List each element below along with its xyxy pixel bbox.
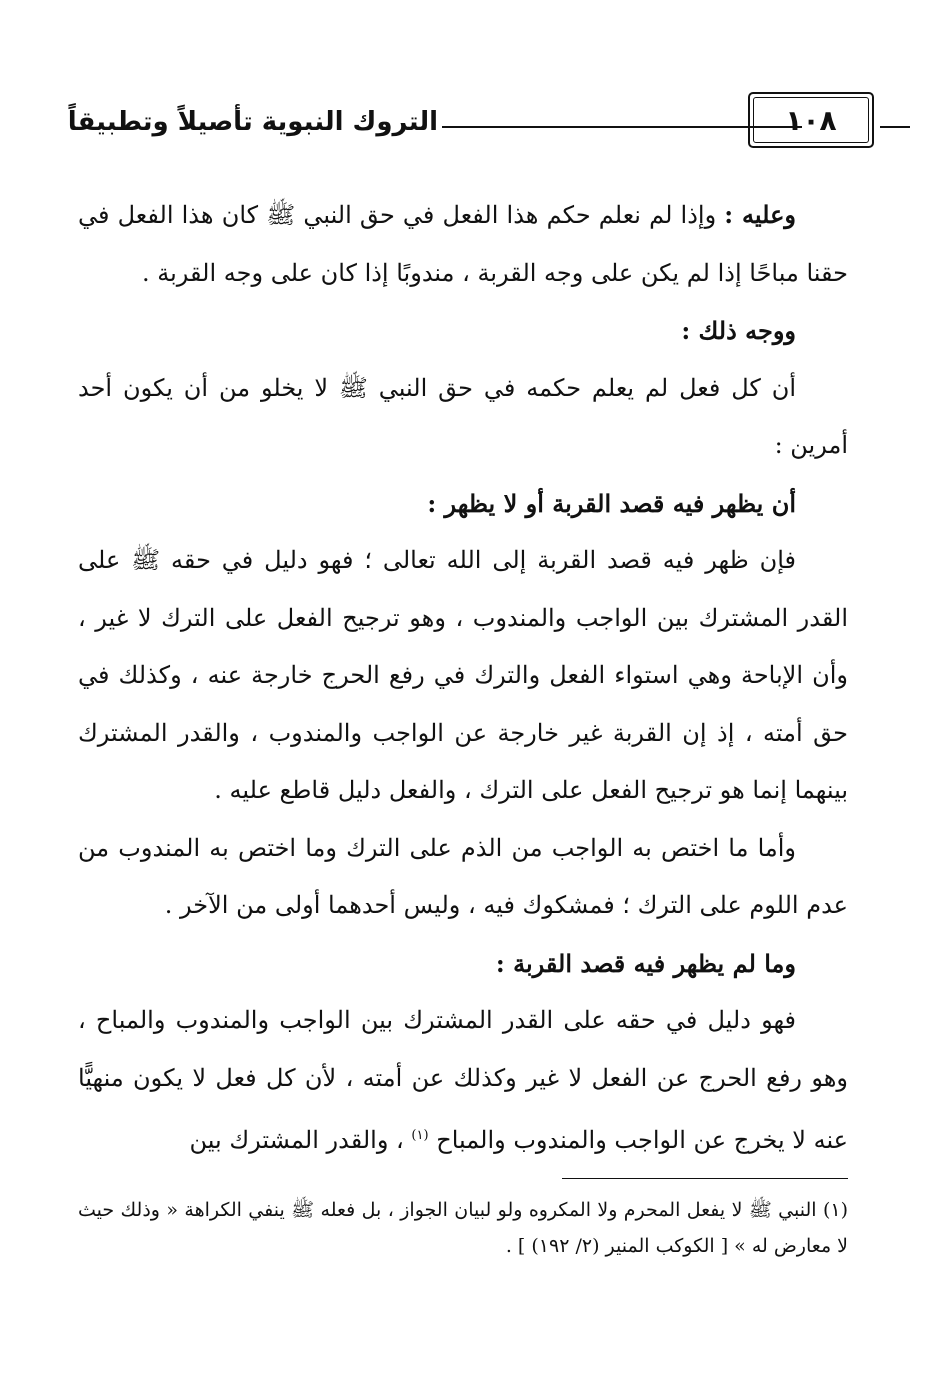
footnote-1: (١) النبي ﷺ لا يفعل المحرم ولا المكروه ولو لبيان الجواز ، بل فعله ﷺ ينفي الكراهة « وذلك حيث لا معارض له » [ الكوكب المنير (٢/ ١٩٢) ] . bbox=[78, 1199, 848, 1257]
footnote-separator bbox=[562, 1178, 848, 1179]
header-rule-right bbox=[880, 126, 910, 128]
subheading-reason: ووجه ذلك : bbox=[681, 316, 796, 345]
footnotes bbox=[78, 1192, 848, 1264]
paragraph-3: فإن ظهر فيه قصد القربة إلى الله تعالى ؛ فهو دليل في حقه ﷺ على القدر المشترك بين الواجب والمندوب ، وهو ترجيح الفعل على الترك لا غير ، وأن الإباحة وهي استواء الفعل والترك في رفع الحرج خارجة عنه ، وكذلك في حق أمته ، إذ إن القربة غير خارجة عن الواجب والمندوب ، والقدر المشترك بينهما إنما هو ترجيح الفعل على الترك ، والفعل دليل قاطع عليه . bbox=[78, 546, 849, 804]
paragraph-5-tail: ، والقدر المشترك بين bbox=[189, 1126, 412, 1154]
main-text bbox=[78, 186, 848, 1170]
page-number: ١٠٨ bbox=[748, 92, 874, 148]
lead-word: وعليه : bbox=[724, 200, 796, 229]
running-title: التروك النبوية تأصيلاً وتطبيقاً bbox=[67, 107, 438, 137]
paragraph-1-text: وإذا لم نعلم حكم هذا الفعل في حق النبي ﷺ كان هذا الفعل في حقنا مباحًا إذا لم يكن على وجه القربة ، مندوبًا إذا كان على وجه القربة . bbox=[78, 201, 848, 287]
paragraph-2: أن كل فعل لم يعلم حكمه في حق النبي ﷺ لا يخلو من أن يكون أحد أمرين : bbox=[78, 373, 848, 459]
paragraph-4: وأما ما اختص به الواجب من الذم على الترك وما اختص به المندوب من عدم اللوم على الترك ؛ فمشكوك فيه ، وليس أحدهما أولى من الآخر . bbox=[78, 833, 848, 919]
footnote-reference: (١) bbox=[411, 1128, 429, 1143]
subheading-intent-shown: أن يظهر فيه قصد القربة أو لا يظهر : bbox=[427, 488, 796, 518]
paragraph-1 bbox=[78, 186, 848, 302]
paragraph-5 bbox=[78, 992, 848, 1170]
subheading-intent-not-shown: وما لم يظهر فيه قصد القربة : bbox=[495, 948, 796, 978]
page-header bbox=[62, 92, 850, 154]
paragraph-5-text: فهو دليل في حقه على القدر المشترك بين الواجب والمندوب والمباح ، وهو رفع الحرج عن الفعل لا غير وكذلك عن أمته ، لأن كل فعل لا يكون منهيًّا عنه لا يخرج عن الواجب والمندوب والمباح bbox=[78, 1006, 848, 1154]
